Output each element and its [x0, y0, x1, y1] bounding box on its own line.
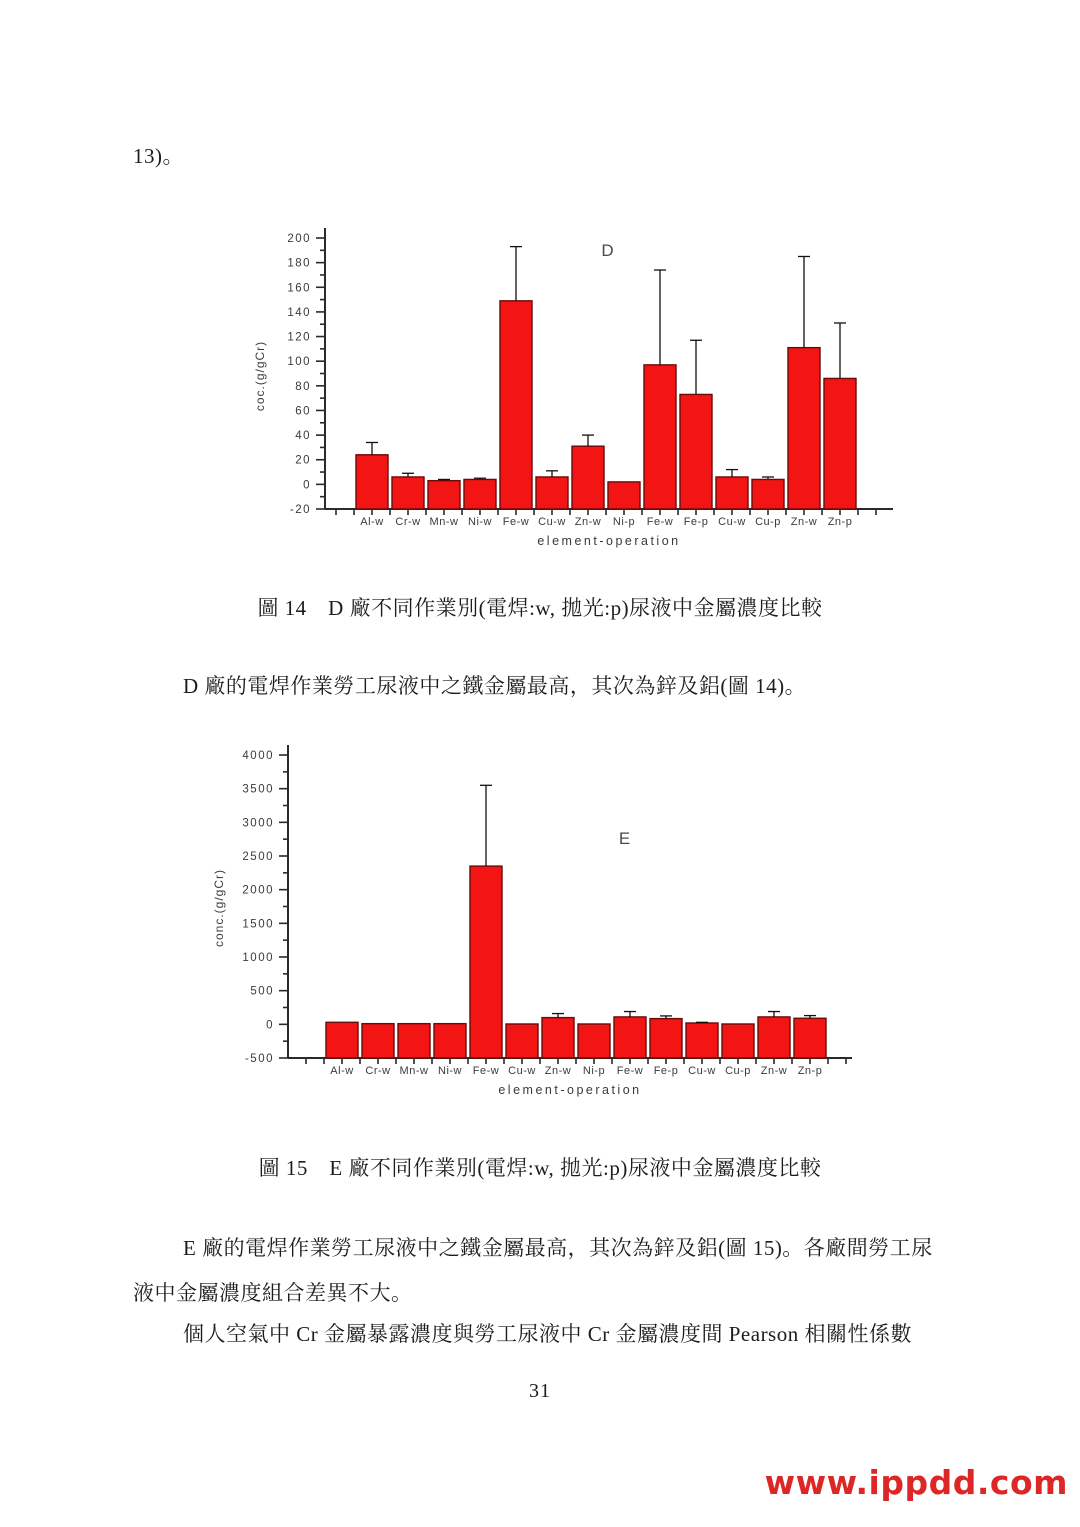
- category-label: Cu-w: [538, 516, 566, 528]
- bar: [464, 479, 496, 509]
- bar: [650, 1019, 682, 1058]
- bar: [470, 866, 502, 1058]
- bar: [680, 394, 712, 509]
- category-label: Cu-p: [725, 1065, 751, 1077]
- bar: [752, 479, 784, 509]
- y-tick-label: 120: [287, 331, 311, 344]
- category-label: Ni-w: [468, 516, 492, 528]
- y-tick-label: 60: [295, 405, 311, 418]
- figure-14-bar-chart: [230, 218, 930, 570]
- y-axis-title: conc.(g/gCr): [212, 868, 226, 948]
- paragraph-continued: 13)。: [133, 144, 184, 168]
- category-label: Zn-w: [790, 516, 818, 528]
- bar: [614, 1017, 646, 1058]
- category-label: Fe-w: [472, 1065, 500, 1077]
- category-label: Fe-p: [653, 1065, 679, 1077]
- bar: [608, 482, 640, 509]
- category-label: Cu-w: [688, 1065, 716, 1077]
- y-tick-label: 160: [287, 282, 311, 295]
- bar: [722, 1024, 754, 1058]
- bar: [578, 1024, 610, 1058]
- bar: [542, 1018, 574, 1058]
- panel-label: D: [601, 241, 615, 260]
- category-label: Zn-w: [574, 516, 602, 528]
- y-tick-label: 100: [287, 356, 311, 369]
- category-label: Zn-p: [827, 516, 853, 528]
- category-label: Al-w: [360, 516, 384, 528]
- bar: [536, 477, 568, 509]
- category-label: Ni-p: [582, 1065, 606, 1077]
- y-tick-label: 2500: [242, 851, 274, 863]
- bar: [362, 1024, 394, 1058]
- y-tick-label: 4000: [242, 750, 274, 762]
- y-tick-label: 0: [266, 1019, 274, 1032]
- category-label: Fe-w: [616, 1065, 644, 1077]
- paragraph-factory-d: D 廠的電焊作業勞工尿液中之鐵金屬最高，其次為鋅及鋁(圖 14)。: [183, 674, 807, 698]
- page-number: 31: [529, 1380, 551, 1402]
- y-tick-label: 20: [295, 454, 311, 467]
- bar: [500, 301, 532, 509]
- bar: [716, 477, 748, 509]
- y-tick-label: 3000: [242, 817, 274, 830]
- y-tick-label: 180: [287, 257, 311, 270]
- bar: [356, 455, 388, 509]
- bar: [434, 1024, 466, 1058]
- y-tick-label: 200: [287, 233, 311, 245]
- figure-15-bar-chart: [195, 740, 895, 1108]
- category-label: Cu-w: [508, 1065, 536, 1077]
- paragraph-pearson: 個人空氣中 Cr 金屬暴露濃度與勞工尿液中 Cr 金屬濃度間 Pearson 相關性係數: [183, 1322, 912, 1346]
- bar: [788, 348, 820, 509]
- bar: [824, 378, 856, 509]
- category-label: Al-w: [330, 1065, 354, 1077]
- panel-label: E: [618, 829, 632, 848]
- paragraph-factory-e-line1: E 廠的電焊作業勞工尿液中之鐵金屬最高，其次為鋅及鋁(圖 15)。各廠間勞工尿: [183, 1236, 933, 1260]
- y-tick-label: 2000: [242, 884, 274, 897]
- y-tick-label: 500: [250, 985, 274, 998]
- figure-14-caption: 圖 14 D 廠不同作業別(電焊:w, 拋光:p)尿液中金屬濃度比較: [257, 596, 823, 620]
- category-label: Ni-w: [438, 1065, 462, 1077]
- y-tick-label: 80: [295, 380, 311, 393]
- category-label: Mn-w: [429, 516, 459, 528]
- y-axis-title: coc.(g/gCr): [253, 340, 267, 412]
- y-tick-label: 1000: [242, 952, 274, 964]
- category-label: Zn-w: [760, 1065, 788, 1077]
- paragraph-factory-e-line2: 液中金屬濃度組合差異不大。: [133, 1281, 413, 1305]
- watermark-url: www.ippdd.com: [764, 1463, 1068, 1502]
- bar: [506, 1024, 538, 1058]
- bar: [572, 446, 604, 509]
- category-label: Zn-p: [797, 1065, 823, 1077]
- category-label: Fe-p: [683, 516, 709, 528]
- bar: [686, 1023, 718, 1058]
- category-label: Fe-w: [646, 516, 674, 528]
- category-label: Cr-w: [365, 1065, 391, 1077]
- y-tick-label: 40: [295, 430, 311, 443]
- bar: [644, 365, 676, 509]
- bar: [398, 1024, 430, 1058]
- y-tick-label: -500: [244, 1053, 274, 1065]
- category-label: Ni-p: [612, 516, 636, 528]
- category-label: Cr-w: [395, 516, 421, 528]
- bar: [758, 1017, 790, 1058]
- y-tick-label: 140: [287, 306, 311, 319]
- bar: [428, 481, 460, 509]
- bar: [794, 1018, 826, 1058]
- x-axis-title: element-operation: [498, 1083, 642, 1097]
- category-label: Fe-w: [502, 516, 530, 528]
- bar: [326, 1022, 358, 1058]
- figure-15-caption: 圖 15 E 廠不同作業別(電焊:w, 拋光:p)尿液中金屬濃度比較: [258, 1156, 822, 1180]
- category-label: Cu-p: [755, 516, 781, 528]
- y-tick-label: 3500: [242, 783, 274, 796]
- y-tick-label: 0: [303, 479, 311, 492]
- y-tick-label: 1500: [242, 918, 274, 931]
- x-axis-title: element-operation: [537, 534, 681, 548]
- category-label: Cu-w: [718, 516, 746, 528]
- y-tick-label: -20: [289, 504, 311, 516]
- bar: [392, 477, 424, 509]
- category-label: Mn-w: [399, 1065, 429, 1077]
- category-label: Zn-w: [544, 1065, 572, 1077]
